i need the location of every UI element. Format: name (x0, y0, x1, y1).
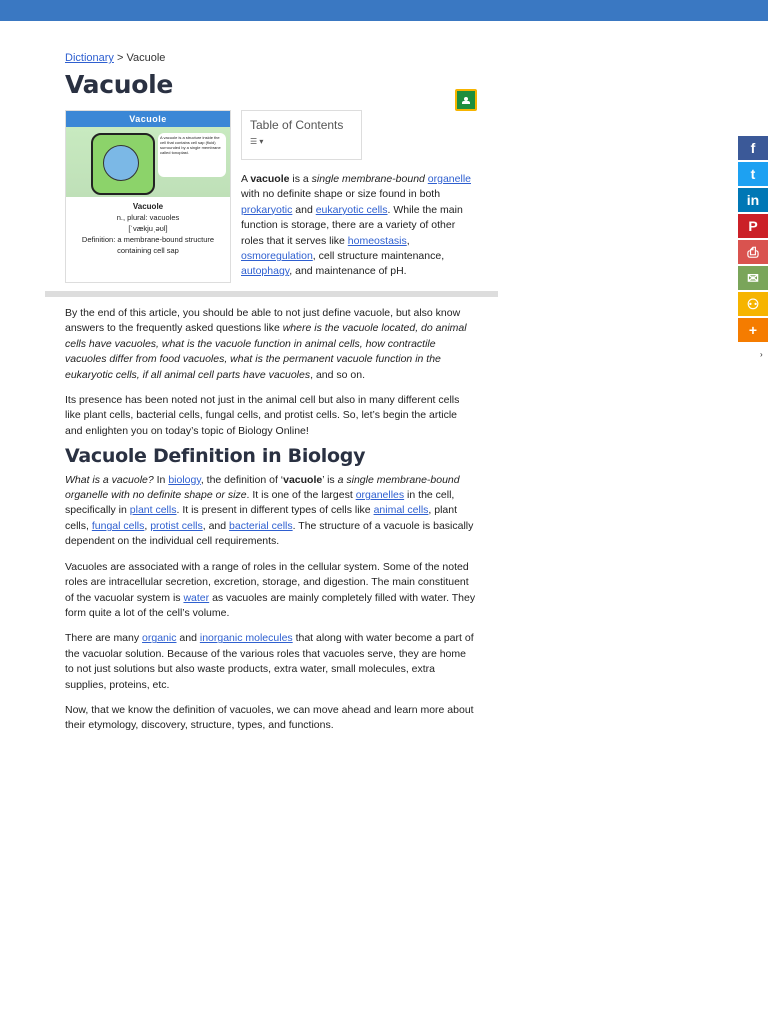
page-title: Vacuole (65, 70, 174, 99)
google-classroom-share-icon[interactable] (455, 89, 477, 111)
link-biology[interactable]: biology (168, 473, 201, 486)
paragraph-next: Now, that we know the definition of vacuoles, we can move ahead and learn more about their etymology, discovery, structure, types, and functions. (65, 703, 474, 732)
breadcrumb-current: Vacuole (126, 52, 166, 64)
link-bacterial-cells[interactable]: bacterial cells (229, 519, 293, 532)
paragraph-molecules: There are many organic and inorganic molecules that along with water become a part of the vacuolar solution. Because of the various roles that vacuoles serve, they are home to not just solutions but also waste products, extra water, small molecules, extra supplies, proteins, etc. (65, 632, 474, 691)
intro-paragraph: A vacuole is a single membrane-bound organelle with no definite shape or size found in both prokaryotic and eukaryotic cells. While the main function is storage, there are a variety of other roles that it serves like homeostasis, osmoregulation, cell structure maintenance, autophagy, and maintenance of pH. (241, 173, 471, 278)
article-body (65, 306, 477, 744)
twitter-share-button[interactable]: t (738, 162, 768, 186)
link-autophagy[interactable]: autophagy (241, 265, 290, 278)
pinterest-share-button[interactable]: P (738, 214, 768, 238)
vacuole-shape (103, 145, 139, 181)
link-inorganic-molecules[interactable]: inorganic molecules (199, 632, 293, 645)
facebook-share-button[interactable]: f (738, 136, 768, 160)
paragraph-roles: Vacuoles are associated with a range of roles in the cellular system. Some of the noted roles are intracellular secretion, excretion, storage, and digestion. The main constituent of the vacuolar system is water as vacuoles are mainly completely filled with water. They form quite a lot of the cell’s volume. (65, 560, 476, 619)
link-plant-cells[interactable]: plant cells (129, 504, 177, 517)
link-organelle[interactable]: organelle (427, 173, 471, 185)
link-organelles[interactable]: organelles (355, 489, 405, 502)
card-pronunciation: [ˈvækjuˌəʊl] (128, 224, 168, 233)
section-heading: Vacuole Definition in Biology (65, 445, 366, 468)
link-protist-cells[interactable]: protist cells (150, 519, 203, 532)
toc-toggle-icon[interactable]: ☰ ▾ (250, 137, 264, 146)
link-homeostasis[interactable]: homeostasis (347, 234, 407, 247)
link-osmoregulation[interactable]: osmoregulation (241, 250, 313, 263)
card-definition: Definition: a membrane-bound structure containing cell sap (81, 235, 215, 255)
linkedin-share-button[interactable]: in (738, 188, 768, 212)
card-header: Vacuole (66, 111, 230, 127)
link-prokaryotic[interactable]: prokaryotic (241, 203, 293, 216)
toc-title: Table of Contents (250, 118, 344, 132)
link-eukaryotic-cells[interactable]: eukaryotic cells (315, 203, 388, 216)
breadcrumb (65, 52, 477, 64)
paragraph-objectives: By the end of this article, you should be able to not just define vacuole, but also know answers to the frequently asked questions like where is the vacuole located, do animal cells have vacuoles, what is the vacuole function in animal cells, how contractile vacuoles differ from food vacuoles, what is the permanent vacuole function in the eukaryotic cells, if all animal cell parts have vacuoles, and so on. (65, 307, 467, 381)
link-fungal-cells[interactable]: fungal cells (91, 519, 145, 532)
link-animal-cells[interactable]: animal cells (373, 504, 429, 517)
paragraph-presence: Its presence has been noted not just in the animal cell but also in many different cells like plant cells, bacterial cells, fungal cells, and protist cells. So, let’s begin the article and enlighten you on today’s topic of Biology Online! (65, 394, 460, 437)
definition-card (65, 110, 231, 283)
email-share-button[interactable]: ✉ (738, 266, 768, 290)
link-water[interactable]: water (183, 591, 210, 604)
breadcrumb-separator: > (113, 52, 127, 64)
illustration-callout: A vacuole is a structure inside the cell that contains cell sap (fluid) surrounded by a single membrane called tonoplast. (158, 133, 226, 177)
breadcrumb-link-dictionary[interactable]: Dictionary (65, 52, 114, 64)
table-of-contents[interactable] (241, 110, 362, 160)
cell-shape (91, 133, 155, 195)
more-share-button[interactable]: + (738, 318, 768, 342)
print-share-button[interactable]: ⎙ (738, 240, 768, 264)
card-plural: n., plural: vacuoles (116, 213, 180, 222)
classroom-share-button[interactable]: ⚇ (738, 292, 768, 316)
article-header (65, 52, 477, 99)
plant-cell-illustration (66, 127, 230, 197)
link-organic[interactable]: organic (142, 632, 177, 645)
section-divider (45, 291, 498, 297)
paragraph-definition: What is a vacuole? In biology, the definition of ‘vacuole’ is a single membrane-bound organelle with no definite shape or size. It is one of the largest organelles in the cell, specifically in plant cells. It is present in different types of cells like animal cells, plant cells, fungal cells, protist cells, and bacterial cells. The structure of a vacuole is basically dependent on the individual cell requirements. (65, 473, 474, 548)
card-word: Vacuole (132, 202, 164, 211)
hide-share-bar-icon[interactable]: › (760, 350, 763, 359)
social-share-bar (738, 136, 768, 344)
top-navigation-bar (0, 0, 768, 21)
card-caption (66, 197, 230, 260)
